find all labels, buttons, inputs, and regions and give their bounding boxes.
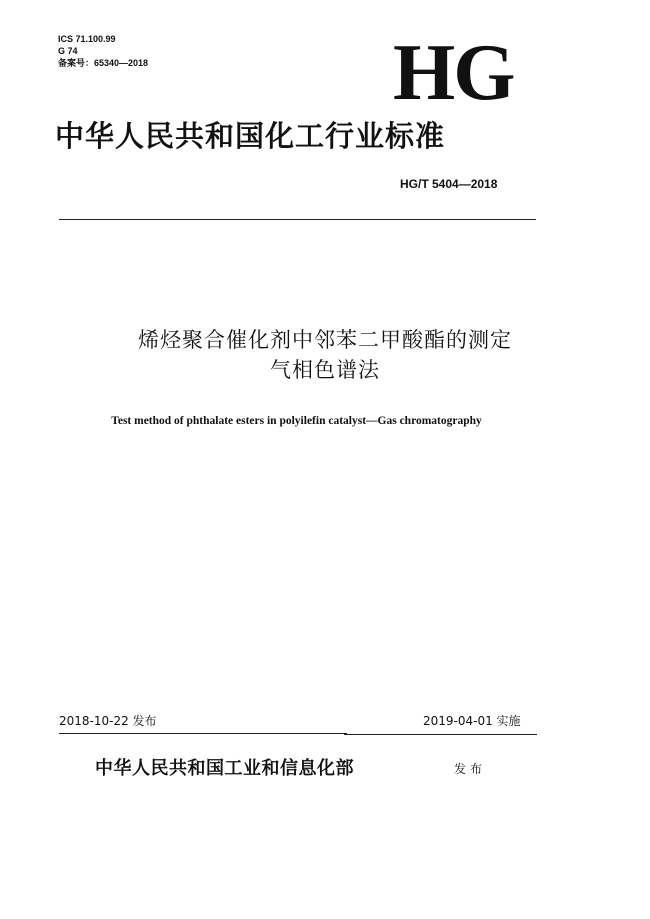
- footer-divider-left: [59, 733, 347, 734]
- document-title-en: Test method of phthalate esters in polyilefin catalyst—Gas chromatography: [111, 415, 482, 427]
- implementation-date: 2019-04-01 实施: [423, 714, 521, 728]
- filing-number: 备案号：65340—2018: [58, 58, 149, 68]
- document-title-cn-line1: 烯烃聚合催化剂中邻苯二甲酸酯的测定: [138, 328, 512, 352]
- issue-action-label: 发布: [454, 762, 487, 776]
- ccs-code: G 74: [58, 46, 78, 56]
- hg-logo: HG: [393, 29, 514, 117]
- issuing-authority: 中华人民共和国工业和信息化部: [95, 758, 354, 779]
- ics-code: ICS 71.100.99: [58, 34, 116, 44]
- standard-code: HG/T 5404—2018: [400, 177, 498, 191]
- footer-divider-right: [344, 734, 537, 735]
- header-divider: [59, 219, 536, 220]
- standard-category-title: 中华人民共和国化工行业标准: [55, 119, 446, 153]
- document-title-cn-line2: 气相色谱法: [270, 358, 380, 382]
- issue-date: 2018-10-22 发布: [59, 714, 157, 728]
